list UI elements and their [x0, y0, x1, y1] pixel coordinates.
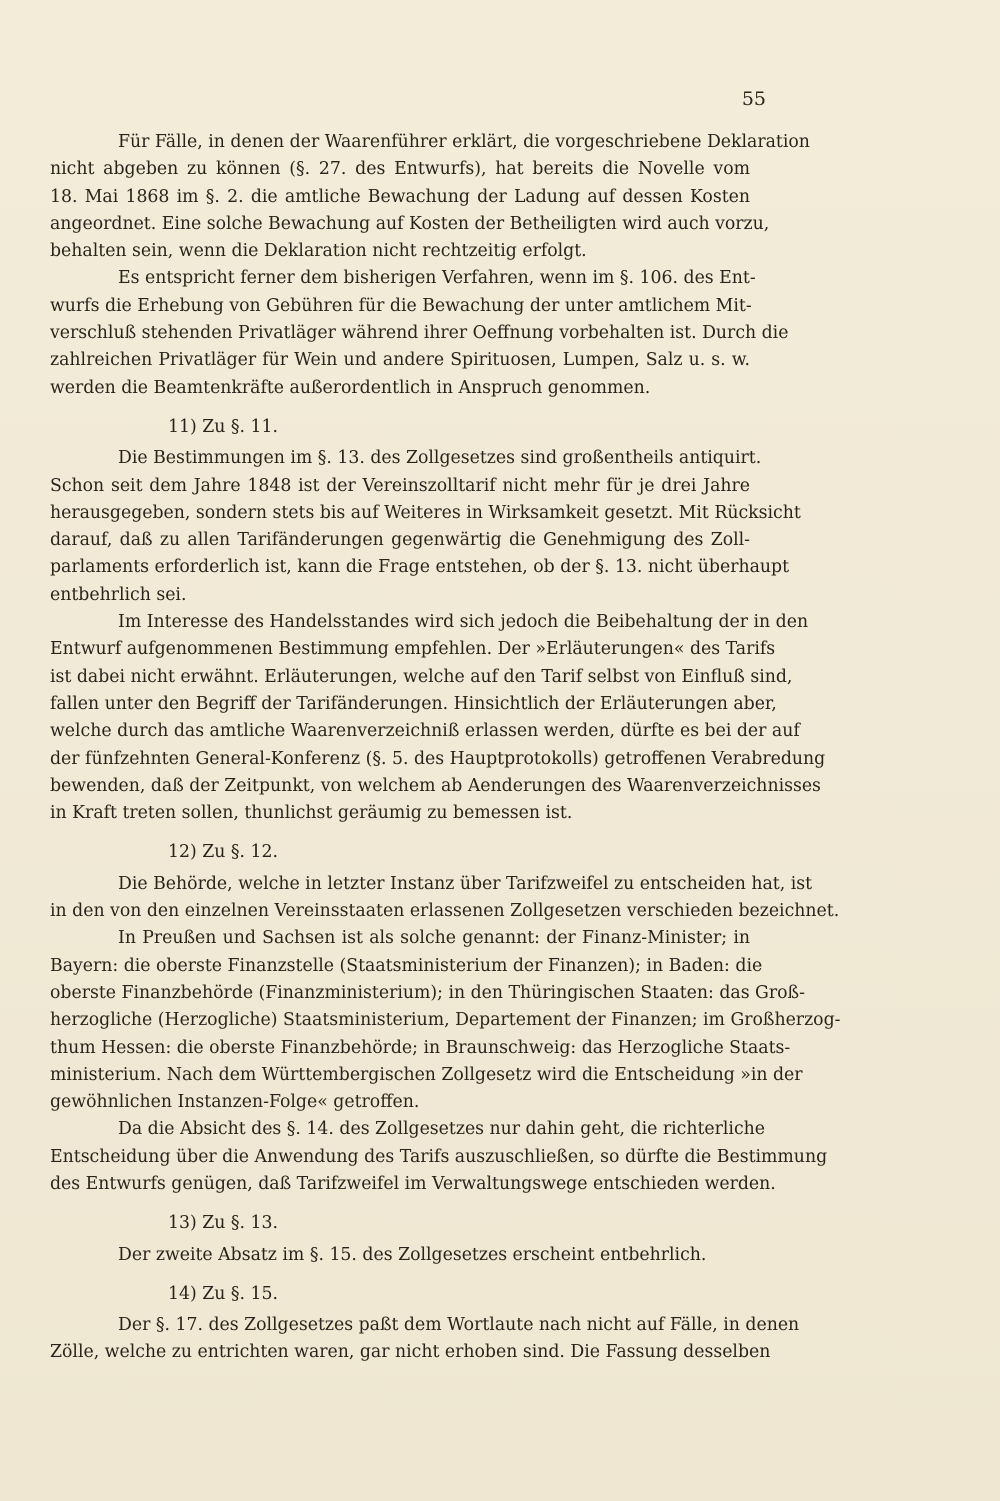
text-line: Entscheidung über die Anwendung des Tarifs auszuschließen, so dürfte die Bestimmung — [50, 1146, 828, 1167]
section-heading: 11) Zu §. 11. — [168, 416, 278, 437]
text-line: angeordnet. Eine solche Bewachung auf Kosten der Betheiligten wird auch vorzu, — [50, 213, 770, 234]
paragraph — [50, 129, 810, 265]
text-line: parlaments erforderlich ist, kann die Frage entstehen, ob der §. 13. nicht überhaupt — [50, 557, 790, 578]
heading-spacer — [50, 402, 750, 414]
text-line: Es entspricht ferner dem bisherigen Verfahren, wenn im §. 106. des Ent- — [118, 268, 756, 289]
text-line: Die Bestimmungen im §. 13. des Zollgesetzes sind großentheils antiquirt. — [118, 448, 762, 469]
section-heading: 13) Zu §. 13. — [168, 1213, 278, 1234]
text-line: Zölle, welche zu entrichten waren, gar nicht erhoben sind. Die Fassung desselben — [50, 1342, 771, 1363]
body-text — [50, 129, 841, 1367]
text-line: ministerium. Nach dem Württembergischen Zollgesetz wird die Entscheidung »in der — [50, 1064, 803, 1085]
text-line: Da die Absicht des §. 14. des Zollgesetzes nur dahin geht, die richterliche — [118, 1119, 765, 1140]
text-line: zahlreichen Privatläger für Wein und andere Spirituosen, Lumpen, Salz u. s. w. — [50, 350, 750, 371]
text-line: des Entwurfs genügen, daß Tarifzweifel im Verwaltungswege entschieden werden. — [50, 1173, 776, 1194]
text-line: Für Fälle, in denen der Waarenführer erklärt, die vorgeschriebene Deklaration — [118, 132, 810, 152]
section-heading: 12) Zu §. 12. — [168, 842, 278, 863]
paragraph — [50, 1242, 750, 1269]
section-heading: 14) Zu §. 15. — [168, 1283, 278, 1304]
text-line: Der zweite Absatz im §. 15. des Zollgesetzes erscheint entbehrlich. — [118, 1244, 707, 1265]
text-line: werden die Beamtenkräfte außerordentlich in Anspruch genommen. — [50, 377, 651, 398]
text-line: in den von den einzelnen Vereinsstaaten erlassenen Zollgesetzen verschieden bezeichnet. — [50, 901, 840, 922]
page-number: 55 — [741, 88, 766, 110]
heading-spacer — [50, 1198, 750, 1210]
paragraph — [50, 871, 840, 926]
text-line: behalten sein, wenn die Deklaration nicht rechtzeitig erfolgt. — [50, 241, 587, 262]
text-line: Im Interesse des Handelsstandes wird sich jedoch die Beibehaltung der in den — [118, 612, 809, 633]
text-line: Der §. 17. des Zollgesetzes paßt dem Wortlaute nach nicht auf Fälle, in denen — [118, 1315, 800, 1336]
text-line: darauf, daß zu allen Tarifänderungen gegenwärtig die Genehmigung des Zoll- — [50, 530, 750, 551]
text-line: verschluß stehenden Privatläger während ihrer Oeffnung vorbehalten ist. Durch die — [50, 323, 789, 344]
text-line: Bayern: die oberste Finanzstelle (Staatsministerium der Finanzen); in Baden: die — [50, 955, 763, 976]
text-line: In Preußen und Sachsen ist als solche genannt: der Finanz-Minister; in — [118, 928, 750, 949]
text-line: wurfs die Erhebung von Gebühren für die Bewachung der unter amtlichem Mit- — [50, 295, 752, 316]
text-line: fallen unter den Begriff der Tarifänderungen. Hinsichtlich der Erläuterungen aber, — [50, 693, 777, 714]
paragraph — [50, 265, 789, 401]
heading-spacer — [50, 827, 750, 839]
text-line: entbehrlich sei. — [50, 584, 187, 605]
text-line: welche durch das amtliche Waarenverzeichniß erlassen werden, dürfte es bei der auf — [50, 721, 800, 742]
text-line: Die Behörde, welche in letzter Instanz über Tarifzweifel zu entscheiden hat, ist — [118, 873, 813, 894]
paragraph — [50, 1312, 800, 1367]
text-line: 18. Mai 1868 im §. 2. die amtliche Bewachung der Ladung auf dessen Kosten — [50, 186, 750, 207]
text-line: Entwurf aufgenommenen Bestimmung empfehlen. Der »Erläuterungen« des Tarifs — [50, 639, 776, 660]
text-line: gewöhnlichen Instanzen-Folge« getroffen. — [50, 1092, 420, 1113]
text-line: der fünfzehnten General-Konferenz (§. 5. des Hauptprotokolls) getroffenen Verabredung — [50, 748, 826, 769]
paragraph — [50, 445, 801, 609]
text-line: in Kraft treten sollen, thunlichst geräumig zu bemessen ist. — [50, 803, 573, 824]
paragraph — [50, 609, 826, 827]
text-line: Schon seit dem Jahre 1848 ist der Vereinszolltarif nicht mehr für je drei Jahre — [50, 475, 750, 496]
text-line: ist dabei nicht erwähnt. Erläuterungen, welche auf den Tarif selbst von Einfluß sind, — [50, 666, 793, 687]
text-line: oberste Finanzbehörde (Finanzministerium); in den Thüringischen Staaten: das Groß- — [50, 982, 805, 1003]
text-line: herzogliche (Herzogliche) Staatsministerium, Departement der Finanzen; im Großherzog- — [50, 1010, 841, 1031]
text-line: thum Hessen: die oberste Finanzbehörde; in Braunschweig: das Herzogliche Staats- — [50, 1037, 791, 1058]
text-line: bewenden, daß der Zeitpunkt, von welchem ab Aenderungen des Waarenverzeichnisses — [50, 775, 821, 796]
paragraph — [50, 925, 841, 1116]
heading-spacer — [50, 1269, 750, 1281]
paragraph — [50, 1116, 828, 1198]
text-line: herausgegeben, sondern stets bis auf Weiteres in Wirksamkeit gesetzt. Mit Rücksicht — [50, 502, 801, 523]
text-line: nicht abgeben zu können (§. 27. des Entwurfs), hat bereits die Novelle vom — [50, 159, 750, 180]
